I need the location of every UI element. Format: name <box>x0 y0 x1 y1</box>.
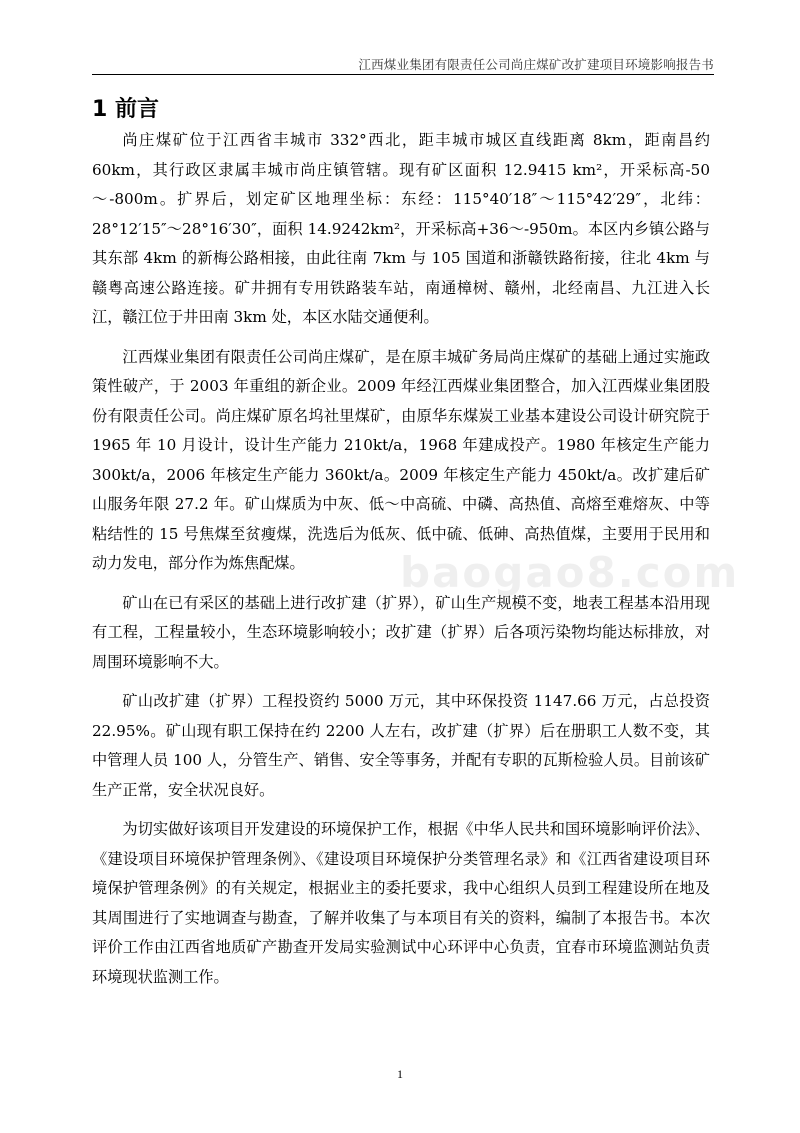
page-number: 1 <box>397 1067 403 1081</box>
paragraph-assessment-basis: 为切实做好该项目开发建设的环境保护工作，根据《中华人民共和国环境影响评价法》、《建设项目环境保护管理条例》、《建设项目环境保护分类管理名录》和《江西省建设项目环境保护管理条例》的有关规定，根据业主的委托要求，我中心组织人员到工程建设所在地及其周围进行了实地调查与勘查，了解并收集了与本项目有关的资料，编制了本报告书。本次评价工作由江西省地质矿产勘查开发局实验测试中心环评中心负责，宜春市环境监测站负责环境现状监测工作。 <box>92 820 710 986</box>
paragraph-expansion-impact: 矿山在已有采区的基础上进行改扩建（扩界），矿山生产规模不变，地表工程基本沿用现有工程，工程量较小，生态环境影响较小；改扩建（扩界）后各项污染物均能达标排放，对周围环境影响不大。 <box>92 593 710 671</box>
paragraph-location: 尚庄煤矿位于江西省丰城市 332°西北，距丰城市城区直线距离 8km，距南昌约 60km，其行政区隶属丰城市尚庄镇管辖。现有矿区面积 12.9415 km²，开采标高-50～-800m。扩界后，划定矿区地理坐标：东经：115°40′18″～115°42′29″，北纬：28°12′15″～28°16′30″，面积 14.9242km²，开采标高+36～-950m。本区内乡镇公路与其东部 4km 的新梅公路相接，由此往南 7km 与 105 国道和浙赣铁路衔接，往北 4km 与赣粤高速公路连接。矿井拥有专用铁路装车站，南通樟树、赣州，北经南昌、九江进入长江，赣江位于井田南 3km 处，本区水陆交通便利。 <box>92 131 710 326</box>
header-divider <box>92 74 714 75</box>
watermark: baogao8.com <box>400 548 740 597</box>
paragraph-investment: 矿山改扩建（扩界）工程投资约 5000 万元，其中环保投资 1147.66 万元，占总投资 22.95%。矿山现有职工保持在约 2200 人左右，改扩建（扩界）后在册职工人数不变，其中管理人员 100 人，分管生产、销售、安全等事务，并配有专职的瓦斯检验人员。目前该矿生产正常，安全状况良好。 <box>92 692 710 799</box>
section-title: 1 前言 <box>92 97 159 122</box>
running-header: 江西煤业集团有限责任公司尚庄煤矿改扩建项目环境影响报告书 <box>358 57 714 72</box>
paragraph-company-history: 江西煤业集团有限责任公司尚庄煤矿，是在原丰城矿务局尚庄煤矿的基础上通过实施政策性破产，于 2003 年重组的新企业。2009 年经江西煤业集团整合，加入江西煤业集团股份有限责任公司。尚庄煤矿原名坞社里煤矿，由原华东煤炭工业基本建设公司设计研究院于 1965 年 10 月设计，设计生产能力 210kt/a，1968 年建成投产。1980 年核定生产能力 300kt/a，2006 年核定生产能力 360kt/a。2009 年核定生产能力 450kt/a。改扩建后矿山服务年限 27.2 年。矿山煤质为中灰、低～中高硫、中磷、高热值、高熔至难熔灰、中等粘结性的 15 号焦煤至贫瘦煤，洗选后为低灰、低中硫、低砷、高热值煤，主要用于民用和动力发电，部分作为炼焦配煤。 <box>92 347 710 572</box>
